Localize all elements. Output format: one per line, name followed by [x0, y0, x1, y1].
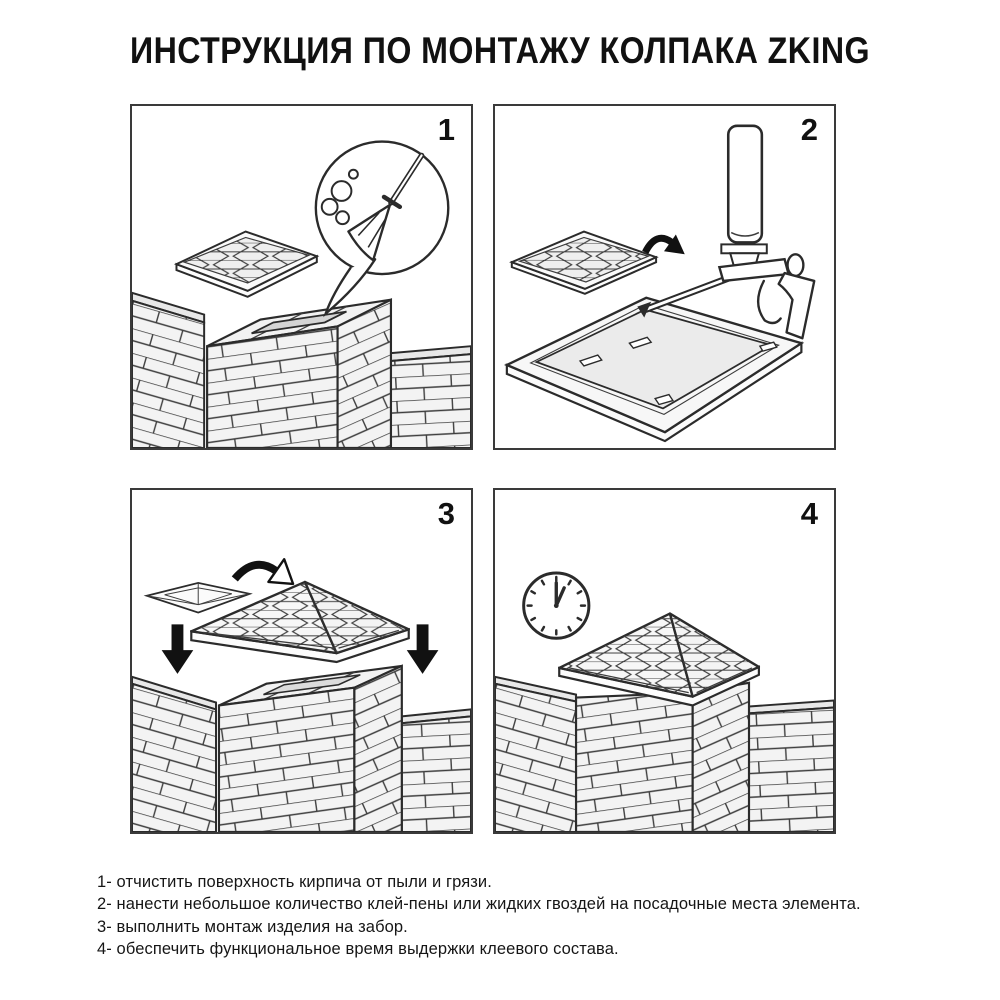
brick-pillar [576, 683, 749, 832]
chimney-cap [176, 232, 316, 297]
panel-step-2 [493, 104, 836, 450]
down-arrow-icon [162, 624, 194, 673]
foam-canister [728, 126, 762, 243]
step-line-2: 2- нанести небольшое количество клей-пены или жидких гвоздей на посадочные места элемента. [97, 895, 861, 914]
chimney-cap [512, 232, 656, 294]
panel-4-illustration [495, 490, 834, 832]
panel-number: 4 [800, 496, 818, 531]
down-arrow-icon [407, 624, 439, 673]
flip-arrow-icon [645, 235, 685, 255]
brick-wall-left [132, 293, 204, 448]
panel-number: 2 [800, 112, 818, 147]
cap-underside-tray [507, 298, 802, 441]
page-title: ИНСТРУКЦИЯ ПО МОНТАЖУ КОЛПАКА ZKING [130, 30, 870, 71]
panel-step-3 [130, 488, 473, 834]
panel-3-illustration [132, 490, 471, 832]
cap-underside-small [147, 583, 250, 613]
clock-icon [524, 573, 589, 638]
panel-1-illustration [132, 106, 471, 448]
brick-wall-right [402, 709, 471, 832]
brick-wall-left [495, 677, 576, 832]
brick-pillar [207, 300, 391, 448]
steps-list [97, 871, 957, 961]
step-line-4: 4- обеспечить функциональное время выдержки клеевого состава. [97, 940, 619, 959]
brick-wall-right [391, 346, 471, 448]
flip-arrow-icon [235, 559, 293, 584]
gun-trigger [758, 281, 780, 323]
gun-body [719, 259, 788, 281]
panel-2-illustration [495, 106, 834, 448]
brick-wall-right [749, 701, 834, 832]
panel-step-4 [493, 488, 836, 834]
gun-grip [779, 273, 815, 338]
brick-pillar [219, 666, 402, 832]
step-line-3: 3- выполнить монтаж изделия на забор. [97, 917, 408, 936]
panel-number: 3 [437, 496, 455, 531]
step-line-1: 1- отчистить поверхность кирпича от пыли и грязи. [97, 873, 492, 891]
brick-wall-left [132, 677, 216, 832]
panel-number: 1 [437, 112, 455, 147]
panel-step-1 [130, 104, 473, 450]
